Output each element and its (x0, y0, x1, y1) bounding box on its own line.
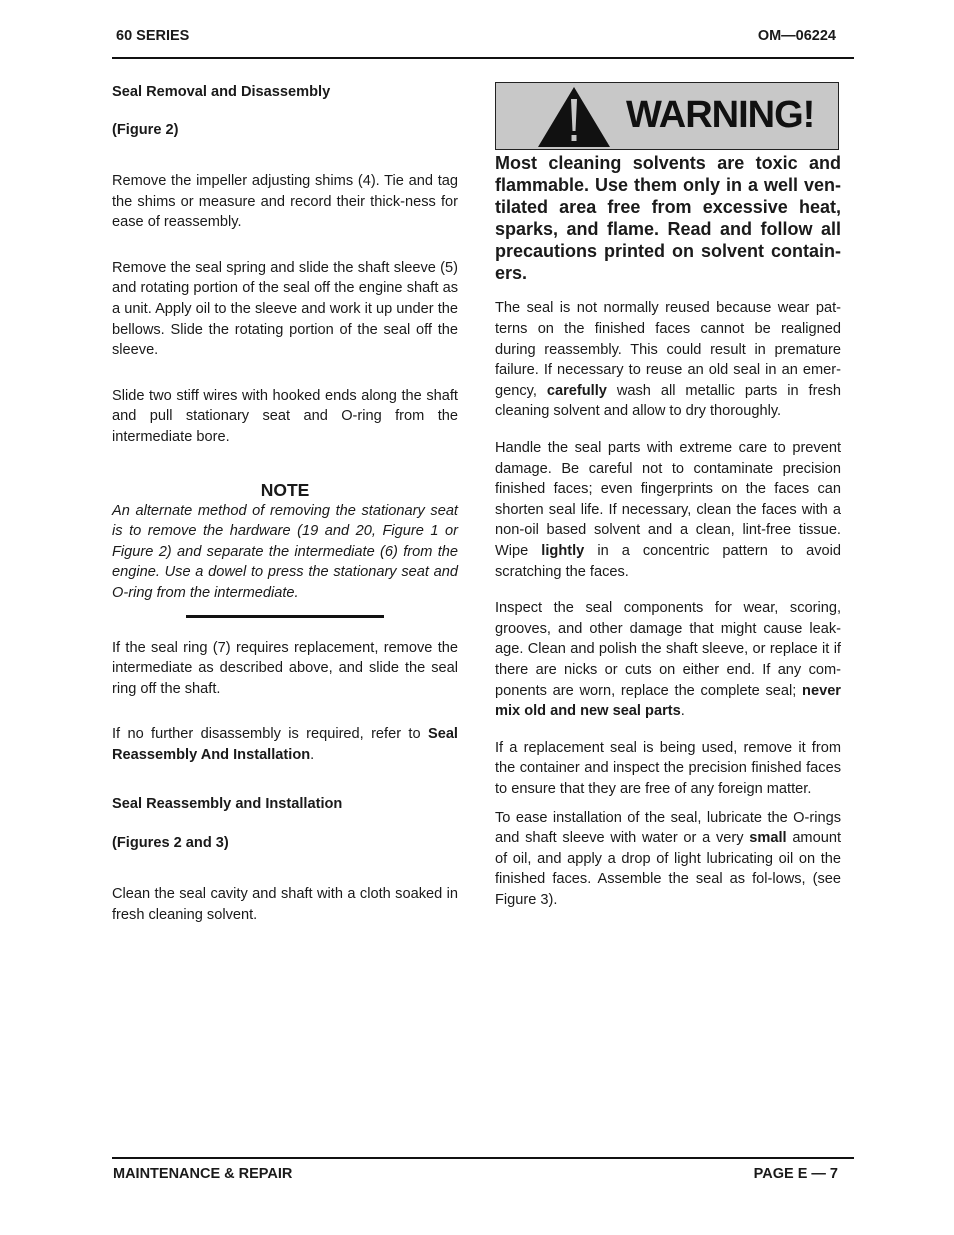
cross-reference: Seal Reassembly And Installation (112, 726, 458, 763)
paragraph (495, 598, 841, 722)
header-series: 60 SERIES (116, 28, 190, 44)
paragraph (112, 724, 458, 765)
paragraph (495, 438, 841, 582)
footer-rule (112, 1157, 854, 1159)
paragraph: Clean the seal cavity and shaft with a cloth soaked in fresh cleaning solvent. (112, 886, 458, 924)
figure-reference: (Figures 2 and 3) (112, 835, 229, 852)
text-span: . (310, 746, 315, 763)
paragraph (495, 808, 841, 911)
footer-page-number: PAGE E — 7 (753, 1166, 838, 1182)
warning-banner (495, 82, 839, 150)
text-span: amount of oil, and apply a drop of light lubricating oil on the finished faces. Assemble the seal as fol-lows, (see Figure 3). (495, 830, 841, 908)
text-span: If no further disassembly is required, refer to (112, 726, 428, 743)
emphasis: small (749, 830, 787, 847)
paragraph: Remove the seal spring and slide the shaft sleeve (5) and rotating portion of the seal off the engine shaft as a unit. Apply oil to the sleeve and work it up under the bellows. Slide the rotating portion of the seal off the sleeve. (112, 259, 458, 359)
note-divider (186, 615, 384, 618)
text-span: . (680, 703, 685, 720)
paragraph: Remove the impeller adjusting shims (4). Tie and tag the shims or measure and record their thick-ness for ease of reassembly. (112, 173, 458, 231)
emphasis: carefully (546, 382, 607, 399)
paragraph: If the seal ring (7) requires replacement, remove the intermediate as described above, and slide the seal ring off the shaft. (112, 639, 458, 697)
text-span: Inspect the seal components for wear, scoring, grooves, and other damage that might cause leak-age. Clean and polish the shaft sleeve, or replace it if there are nicks or cuts on either end. If any com-ponents are worn, replace the complete seal; (495, 600, 841, 699)
text-span: wash all metallic parts in fresh cleaning solvent and allow to dry thoroughly. (495, 382, 842, 420)
emphasis: never mix old and new seal parts (495, 682, 841, 720)
note-body: An alternate method of removing the stationary seat is to remove the hardware (19 and 20, Figure 1 or Figure 2) and separate the intermediate (6) from the engine. Use a dowel to press the stationary seat and O-ring from the intermediate. (112, 502, 458, 601)
paragraph: If a replacement seal is being used, remove it from the container and inspect the precision finished faces to ensure that they are free of any foreign matter. (495, 739, 841, 797)
text-span: The seal is not normally reused because wear pat-terns on the finished faces cannot be realigned during reassembly. This could result in premature failure. If necessary to reuse an old seal in an emer-gency, (495, 300, 841, 399)
figure-reference: (Figure 2) (112, 122, 179, 138)
paragraph (495, 298, 841, 422)
text-span: in a concentric pattern to avoid scratching the faces. (495, 542, 841, 580)
warning-message: Most cleaning solvents are toxic and flammable. Use them only in a well ven-tilated area free from excessive heat, sparks, and flame. Read and follow all precautions printed on solvent contain-ers. (495, 153, 841, 283)
text-span: To ease installation of the seal, lubricate the O-rings and shaft sleeve with water or a very (495, 809, 841, 847)
footer-section: MAINTENANCE & REPAIR (113, 1166, 293, 1182)
warning-label: WARNING! (626, 94, 815, 136)
text-span: Handle the seal parts with extreme care to prevent damage. Be careful not to contaminate precision finished faces; even fingerprints on the faces can shorten seal life. If necessary, clean the faces with a non-oil based solvent and a clean, lint-free tissue. Wipe (495, 440, 841, 559)
section-heading-reassembly: Seal Reassembly and Installation (112, 796, 343, 813)
header-doc-number: OM—06224 (757, 28, 836, 44)
note-title: NOTE (260, 479, 310, 500)
left-column (112, 82, 458, 926)
warning-triangle-icon (536, 85, 612, 149)
header-rule (112, 57, 854, 59)
paragraph: Slide two stiff wires with hooked ends along the shaft and pull stationary seat and O-ring from the intermediate bore. (112, 387, 458, 445)
section-heading-removal: Seal Removal and Disassembly (112, 84, 331, 100)
right-column (495, 82, 841, 910)
emphasis: lightly (541, 542, 585, 559)
